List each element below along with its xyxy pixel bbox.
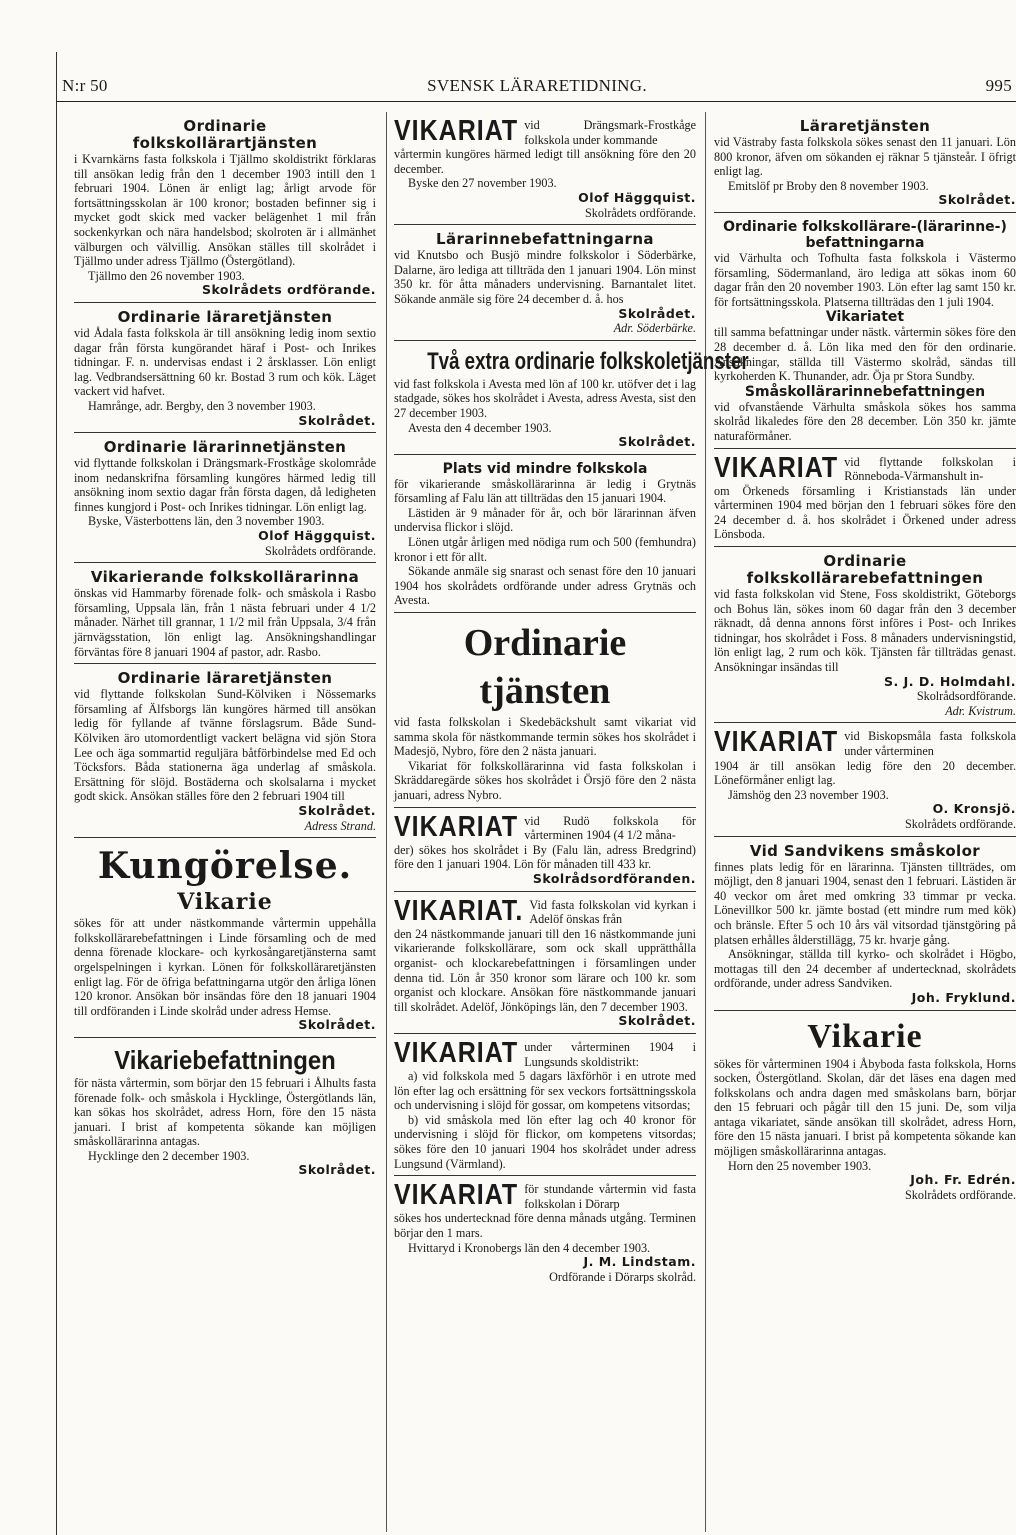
advert: [714, 451, 1016, 548]
ad-subheading: Vikarie: [177, 889, 273, 916]
ad-signature: Skolrådet.: [298, 1162, 376, 1178]
issue-number: N:r 50: [62, 76, 108, 95]
ad-lead: för stundande vårtermin vid fasta folkskolan i Dörarp: [524, 1182, 696, 1211]
ad-signature: Skolrådet.: [298, 1017, 376, 1033]
ad-signature: O. Kronsjö.: [932, 801, 1016, 817]
ad-signature-title: Skolrådets ordförande.: [264, 543, 376, 558]
ad-body: sökes för vårterminen 1904 i Åbyboda fasta folkskola, Horns socken, Östergötland. Skolan, där det läses ena dagen med folkskolans och andra dagen med småskolans barn, börjar den 15 februari och pågår till den 15 juni. De, som vilja antaga vikariatet, sände ansökan till skolrådet, adress Horn, före den 15 nästa januari. I brist på kompetenta sökande kan möjligen småskollärarinna antagas.: [714, 1056, 1016, 1159]
column-1: [74, 118, 376, 1188]
ad-signature: Skolrådet.: [298, 412, 376, 428]
ad-body: för vikarierande småskollärarinna är ledig i Grytnäs församling af Falu län att tillträdas den 15 januari 1904.: [394, 476, 696, 506]
ad-item-a: a) vid folkskola med 5 dagars läxförhör i en utrote med lön efter lag och ersättning för sex veckors fortsättningsskola och undervisning i slöjd för gossar, om kompetens vitsordas;: [394, 1069, 696, 1113]
vikariat-heading: VIKARIAT: [394, 810, 519, 843]
advert: [74, 1044, 376, 1182]
ad-date: Emitslöf pr Broby den 8 november 1903.: [728, 178, 929, 193]
ad-subheading: Vikariatet: [825, 309, 905, 326]
ad-body: önskas vid Hammarby förenade folk- och småskola i Rasbo församling, Uppsala län, från 1 nästa februari under 4 1/2 månader. Närhet till grannar, 1 1/2 mil från Uppsala, 3/4 från järnvägsstation, lön enligt lag. Ansökningshandlingar förväntas före 8 januari 1904 af pastor, adr. Rasbo.: [74, 586, 376, 659]
advert: [74, 844, 376, 1038]
ad-signature-title: Ordförande i Dörarps skolråd.: [549, 1269, 696, 1284]
ad-heading: Ordinarie läraretjänsten: [117, 307, 333, 326]
ad-lead: vid flyttande folkskolan i Rönneboda-Värmanshult in-: [844, 454, 1016, 484]
page-header: [62, 76, 1012, 98]
ad-paragraph: Lästiden är 9 månader för år, och bör lärarinnan äfven undervisa flickor i slöjd.: [394, 505, 696, 535]
ad-date: Byske den 27 november 1903.: [408, 176, 557, 191]
column-divider: [705, 112, 706, 1532]
advert: [74, 309, 376, 433]
advert: [714, 726, 1016, 836]
ad-heading: folkskollärarebefattningen: [746, 569, 984, 588]
advert: [714, 219, 1016, 449]
ad-body: vid flyttande folkskolan i Drängsmark-Frostkåge skolområde inom nedanskrifna församling kungöres härmed ledig till ansökning inom sextio dagar från första dagen, då ledigheten finnes kungjord i Post- och Inrikes tidningar. Lön enligt lag.: [74, 456, 376, 514]
ad-body: i Kvarnkärns fasta folkskola i Tjällmo skoldistrikt förklaras till ansökan ledig från den 1 december 1903 intill den 1 februari 1904. Lönen är enligt lag; årligt arvode för fortsättningsskolan är 100 kronor; bostaden befinner sig i mycket godt skick med vacker belägenhet 1 mil från sockenkyrkan och nära handelsbod; skolroten är i allmänhet välburgen och välvillig. Ansökan ställes till skolrådet i Tjällmo under adress Tjällmo (Östergötland).: [74, 152, 376, 269]
ad-lead: Vid fasta folkskolan vid kyrkan i Adelöf önskas från: [529, 897, 696, 927]
ad-body: vid flyttande folkskolan Sund-Kölviken i Nössemarks församling af Älfsborgs län kungöres härmed till ansökan ledig för fyllande af tvänne förslagsrum. Både Sund-Kölviken äro utomordentligt vackert belägna vid sjön Stora Lee och äga sommartid reguljära båtförbindelse med Ed och Töcksfors. Båda stationerna äga underlag af småskola. Ersättning för slöjd. Bostäderna och skolsalarna i mycket godt skick. Ansökan ställes före den 2 februari 1904 till: [74, 687, 376, 804]
advert: [394, 894, 696, 1034]
ad-signature-title: Skolrådets ordförande.: [904, 816, 1016, 831]
ad-body: finnes plats ledig för en lärarinna. Tjänsten tillträdes, om möjligt, den 8 januari 1904, senast den 1 februari. Lästiden är 40 veckor om året med omkring 33 timmar pr vecka. Lönevillkor 500 kr. jämte bostad (ett mindre rum med kök) och bränsle. Efter 5 och 10 års väl vitsordad tjänstgöring på platsen erhålles ålderstillägg, 75 kr. hvarje gång.: [714, 859, 1016, 947]
ad-heading: folkskollärartjänsten: [132, 134, 318, 152]
ad-paragraph: Sökande anmäle sig snarast och senast före den 10 januari 1904 hos skolrådets ordförande under adress Grytnäs och Avesta.: [394, 564, 696, 608]
ad-signature: Joh. Fryklund.: [911, 989, 1016, 1005]
ad-signature: Skolrådet.: [618, 305, 696, 321]
vikariat-heading: VIKARIAT: [714, 451, 839, 484]
ad-address: Adr. Söderbärke.: [613, 321, 696, 336]
ad-heading: Läraretjänsten: [799, 117, 931, 135]
advert: [714, 118, 1016, 213]
ad-date: Tjällmo den 26 november 1903.: [88, 268, 245, 283]
ad-signature: Skolrådets ordförande.: [201, 282, 376, 298]
vikariat-heading: VIKARIAT: [714, 726, 839, 759]
ad-signature: Skolrådsordföranden.: [532, 870, 696, 886]
vikariat-heading: VIKARIAT: [394, 114, 519, 148]
ad-heading: Vikariebefattningen: [114, 1044, 336, 1075]
ad-heading: Ordinarie lärarinnetjänsten: [103, 438, 347, 457]
ad-heading: Två extra ordinarie folkskoletjänster: [427, 347, 749, 375]
advert: [394, 810, 696, 892]
advert: [394, 1036, 696, 1176]
journal-title: SVENSK LÄRARETIDNING.: [427, 76, 647, 95]
advert: [74, 569, 376, 664]
ad-lead: vid Biskopsmåla fasta folkskola under vårterminen: [844, 729, 1016, 758]
ad-signature: Joh. Fr. Edrén.: [910, 1172, 1016, 1188]
advert: [394, 461, 696, 613]
ad-heading: Vikarierande folkskollärarinna: [90, 568, 360, 587]
ad-heading: Lärarinnebefattningarna: [436, 230, 654, 249]
ad-heading: Kungörelse.: [97, 845, 353, 888]
ad-paragraph: Lönen utgår årligen med nödiga rum och 500 (femhundra) kronor i ett för allt.: [394, 535, 696, 564]
ad-body: 1904 är till ansökan ledig före den 20 december. Löneförmåner enligt lag.: [714, 758, 1016, 788]
ad-date: Jämshög den 23 november 1903.: [728, 787, 889, 802]
ad-paragraph: Vikariat för folkskollärarinna vid fasta folkskolan i Skräddaregärde sökes hos skolrådet i Örsjö före den 2 nästa januari, adress Nybro.: [394, 758, 696, 802]
page-left-edge: [56, 52, 57, 1535]
ad-body: vid fasta folkskolan vid Stene, Foss skoldistrikt, Göteborgs och Bohus län, sökes inom 60 dagar från den 3 december räknadt, då denna annons först införes i Post- och Inrikes tidningar, hos skolrådet i Foss. 8 månaders undervisningstid, lön enligt lag, 2 rum och kök. Tjänsten får tillträdas genast. Ansökningar insändas till: [714, 587, 1016, 675]
ad-paragraph: vid ofvanstående Värhulta småskola sökes hos samma skolråd likaledes före den 28 december. Lön 350 kr. jämte naturaförmåner.: [714, 399, 1016, 443]
ad-signature-title: Skolrådets ordförande.: [904, 1187, 1016, 1202]
ad-heading: Ordinarie: [183, 117, 267, 135]
advert: [74, 439, 376, 563]
ad-signature: Skolrådet.: [938, 192, 1016, 208]
advert: [74, 118, 376, 303]
ad-heading: Ordinarie folkskollärare-(lärarinne-) befattningarna: [723, 218, 1007, 251]
ad-signature: Skolrådet.: [618, 1013, 696, 1029]
vikariat-heading: VIKARIAT: [394, 1036, 519, 1070]
ad-signature: Skolrådet.: [618, 434, 696, 450]
column-3: [714, 118, 1016, 1212]
vikariat-heading: VIKARIAT: [394, 1179, 519, 1212]
header-rule: [56, 101, 1016, 102]
ad-body: der) sökes hos skolrådet i By (Falu län, adress Bredgrind) före den 1 januari 1904. Lön för månaden till 433 kr.: [394, 842, 696, 872]
advert: [394, 347, 749, 455]
ad-body: för nästa vårtermin, som börjar den 15 februari i Ålhults fasta förenade folk- och småskola i Hycklinge, Östergötlands län, kan sökas hos skolrådet, adress Horn, före den 15 nästa januari. I brist af kompetenta sökande kan möjligen småskollärarinna antagas.: [74, 1075, 376, 1149]
ad-body: sökes hos undertecknad före denna månads utgång. Terminen börjar den 1 mars.: [394, 1211, 696, 1241]
ad-signature-title: Skolrådsordförande.: [916, 689, 1016, 704]
ad-lead: under vårterminen 1904 i Lungsunds skoldistrikt:: [524, 1039, 696, 1069]
ad-heading: Vikarie: [807, 1017, 923, 1055]
advert: [714, 553, 1016, 723]
column-divider: [386, 112, 387, 1532]
ad-lead: vid Drängsmark-Frostkåge folkskola under kommande: [524, 118, 696, 147]
advert: [394, 231, 696, 341]
ad-address: Adress Strand.: [304, 818, 376, 833]
ad-heading: Vid Sandvikens småskolor: [749, 841, 981, 860]
ad-body: vid Knutsbo och Busjö mindre folkskolor i Söderbärke, Dalarne, äro lediga att tillträda den 1 januari 1904. Lön minst 350 kr. för åtta månaders undervisning. Barnantalet litet. Sökande anmäle sig före 24 december d. å. hos: [394, 248, 696, 306]
ad-heading: Ordinarie tjänsten: [463, 622, 627, 713]
ad-body: vårtermin kungöres härmed ledigt till ansökning före den 20 december.: [394, 147, 696, 176]
ad-paragraph: Ansökningar, ställda till kyrko- och skolrådet i Högbo, mottagas till den 24 december af undertecknad, skolrådets ordförande, under adress Sandviken.: [714, 947, 1016, 991]
ad-heading: Ordinarie läraretjänsten: [117, 669, 333, 688]
ad-subheading: Småskollärarinnebefattningen: [744, 383, 986, 400]
ad-date: Byske, Västerbottens län, den 3 november 1903.: [88, 514, 325, 529]
ad-body: vid Ådala fasta folkskola är till ansökning ledig inom sextio dagar från första kungörandet häraf i Post- och Inrikes tidningar. F. n. undervisas endast i 2 årsklasser. Lön enligt lag. Vedbrandsersättning 60 kr. Bostad 3 rum och kök. Läget vackert vid hafvet.: [74, 325, 376, 399]
ad-signature-title: Skolrådets ordförande.: [584, 205, 696, 220]
ad-signature: Olof Häggquist.: [258, 528, 376, 544]
ad-date: Horn den 25 november 1903.: [728, 1158, 872, 1173]
ad-body: den 24 nästkommande januari till den 16 nästkommande juni vikarierande folkskollärare, som ock skall upprätthålla organist- och klockarebefattningen i församlingen under denna tid. Lön år 350 kronor som lärare och 100 kr. som organist och klockare. Ansökan före nästkommande januari till skolrådet. Adelöf, Jönköpings län, den 7 december 1903.: [394, 926, 696, 1014]
ad-lead: vid Rudö folkskola för vårterminen 1904 (4 1/2 måna-: [524, 813, 696, 843]
ad-heading: Ordinarie: [823, 552, 907, 571]
column-2: [394, 114, 749, 1294]
vikariat-heading: VIKARIAT.: [394, 894, 524, 927]
ad-body: vid fast folkskola i Avesta med lön af 100 kr. utöfver det i lag stadgade, sökes hos skolrådet i Avesta, adress Avesta, sist den 27 december 1903.: [394, 376, 696, 420]
ad-date: Avesta den 4 december 1903.: [408, 420, 552, 435]
ad-date: Hvittaryd i Kronobergs län den 4 december 1903.: [408, 1240, 651, 1255]
advert: [394, 114, 696, 225]
advert: [74, 670, 376, 838]
ad-body: om Örkeneds församling i Kristianstads län under vårterminen 1904 med början den 1 februari sökes före den 24 december d. å. hos skolrådet i Örkened under adress Lönsboda.: [714, 483, 1016, 542]
ad-address: Adr. Kvistrum.: [945, 703, 1016, 718]
advert: [714, 843, 1016, 1011]
ad-paragraph: till samma befattningar under nästk. vårtermin sökes före den 28 december d. å. Lön lika med den för den ordinarie. Ansökningar, ställda till Västermo skolråd, sändas till kyrkoherden K. Thunander, adr. Öja pr Stora Sundby.: [714, 325, 1016, 384]
ad-body: sökes för att under nästkommande vårtermin uppehålla folkskollärarebefattningen i Linde församling och de med denna förenade klockare- och kyrkosångaretjänsterna samt orgelspelningen i kyrkan. Lönen för folkskolläraretjänsten enligt lag. För de öfriga befattningarna utgör den årliga lönen 120 kronor. Ansökan bör insändas före den 18 januari 1904 till ordföranden i Linde skolråd under adress Hemse.: [74, 916, 376, 1018]
ad-signature: Olof Häggquist.: [578, 189, 696, 205]
ad-date: Hycklinge den 2 december 1903.: [88, 1148, 250, 1163]
ad-signature: Skolrådet.: [298, 802, 376, 818]
advert: [394, 1179, 696, 1288]
ad-date: Hamrånge, adr. Bergby, den 3 november 1903.: [88, 398, 316, 413]
advert: [394, 619, 696, 808]
ad-signature: S. J. D. Holmdahl.: [883, 673, 1016, 689]
page-number: 995: [985, 76, 1012, 95]
ad-signature: J. M. Lindstam.: [583, 1254, 696, 1270]
ad-body: vid Värhulta och Tofhulta fasta folkskola i Västermo församling, Södermanland, äro lediga att sökas inom 60 dagar från den 20 november 1903. Lön efter lag samt 150 kr. för fortsättningsskola. Platserna tillträdas den 1 juli 1904.: [714, 250, 1016, 309]
ad-item-b: b) vid småskola med lön efter lag och 40 kronor för undervisning i slöjd för flickor, om kompetens vitsordas; sökes före den 10 januari 1904 hos skolrådet under adress Lungsund (Värmland).: [394, 1112, 696, 1171]
advert: [714, 1017, 1016, 1207]
ad-body: vid Västraby fasta folkskola sökes senast den 11 januari. Lön 800 kronor, äfven om sökanden ej räknar 5 tjänsteår. I öfrigt enligt lag.: [714, 135, 1016, 179]
ad-body: vid fasta folkskolan i Skedebäckshult samt vikariat vid samma skola för nästkommande termin sökes hos skolrådet i Madesjö, Nybro, före den 2 nästa januari.: [394, 715, 696, 759]
ad-heading: Plats vid mindre folkskola: [442, 460, 648, 477]
